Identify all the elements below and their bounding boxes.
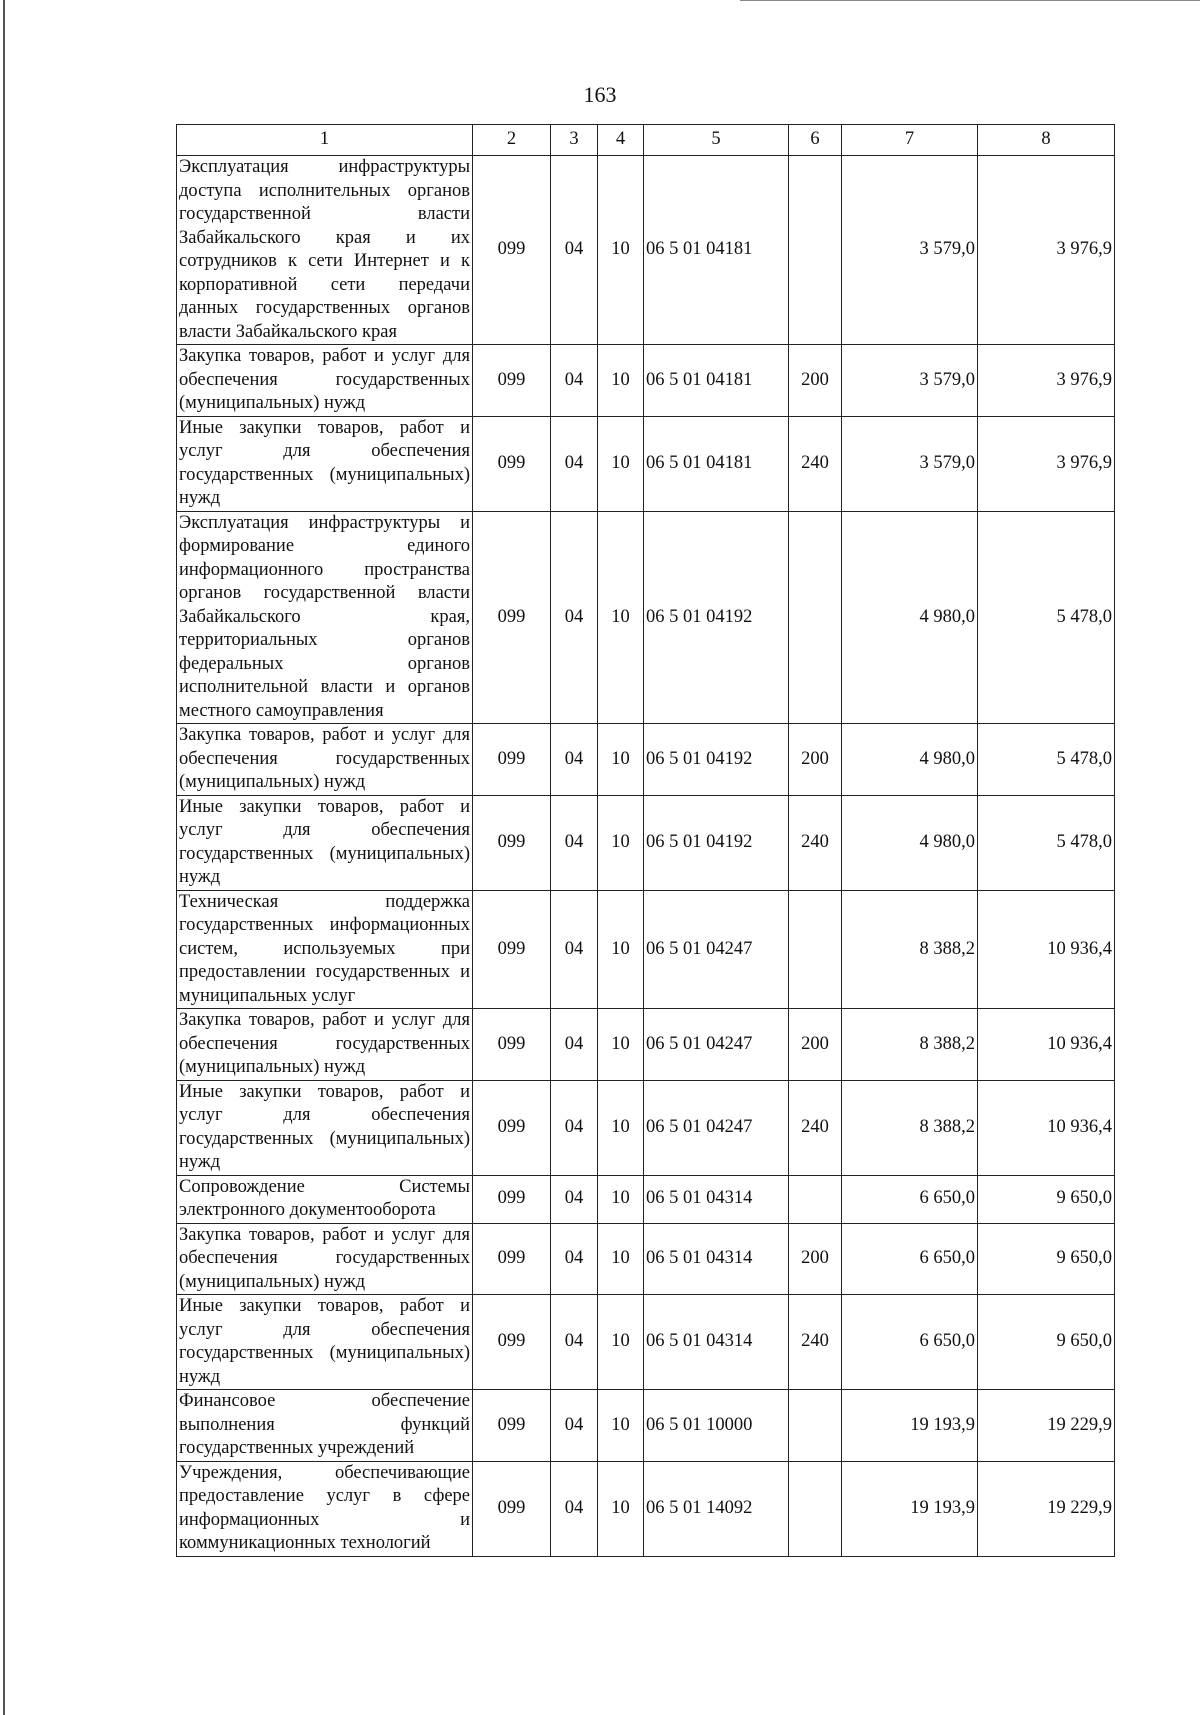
col-7-amount: 3 579,0 — [842, 156, 978, 345]
col-7-amount: 4 980,0 — [842, 795, 978, 890]
col-4-value: 10 — [598, 1080, 644, 1175]
col-3-value: 04 — [551, 345, 598, 417]
col-7-amount: 6 650,0 — [842, 1175, 978, 1223]
col-4-value: 10 — [598, 1223, 644, 1295]
col-4-value: 10 — [598, 511, 644, 724]
col-5-code: 06 5 01 04247 — [644, 1009, 789, 1081]
row-name: Иные закупки товаров, работ и услуг для обеспечения государственных (муниципальных) нужд — [177, 795, 473, 890]
header-col-2: 2 — [473, 125, 551, 156]
col-3-value: 04 — [551, 795, 598, 890]
header-col-1: 1 — [177, 125, 473, 156]
col-8-amount: 10 936,4 — [978, 1009, 1115, 1081]
col-8-amount: 5 478,0 — [978, 795, 1115, 890]
table-row — [177, 1295, 1115, 1390]
col-2-value: 099 — [473, 890, 551, 1009]
header-col-5: 5 — [644, 125, 789, 156]
header-col-6: 6 — [789, 125, 842, 156]
row-name: Закупка товаров, работ и услуг для обеспечения государственных (муниципальных) нужд — [177, 345, 473, 417]
col-6-value: 240 — [789, 795, 842, 890]
col-2-value: 099 — [473, 156, 551, 345]
col-4-value: 10 — [598, 416, 644, 511]
col-8-amount: 3 976,9 — [978, 416, 1115, 511]
col-5-code: 06 5 01 04181 — [644, 156, 789, 345]
col-2-value: 099 — [473, 511, 551, 724]
header-row — [177, 125, 1115, 156]
col-6-value — [789, 511, 842, 724]
row-name: Иные закупки товаров, работ и услуг для обеспечения государственных (муниципальных) нужд — [177, 1295, 473, 1390]
table-row — [177, 890, 1115, 1009]
col-7-amount: 6 650,0 — [842, 1223, 978, 1295]
col-3-value: 04 — [551, 1223, 598, 1295]
row-name: Учреждения, обеспечивающие предоставление услуг в сфере информационных и коммуникационных технологий — [177, 1461, 473, 1556]
col-4-value: 10 — [598, 156, 644, 345]
col-2-value: 099 — [473, 1009, 551, 1081]
table-row — [177, 1175, 1115, 1223]
col-2-value: 099 — [473, 1295, 551, 1390]
col-5-code: 06 5 01 04314 — [644, 1223, 789, 1295]
col-3-value: 04 — [551, 1080, 598, 1175]
col-4-value: 10 — [598, 890, 644, 1009]
row-name: Эксплуатация инфраструктуры доступа исполнительных органов государственной власти Забайкальского края и их сотрудников к сети Интернет и к корпоративной сети передачи данных государственных органов власти Забайкальского края — [177, 156, 473, 345]
col-4-value: 10 — [598, 724, 644, 796]
col-7-amount: 19 193,9 — [842, 1461, 978, 1556]
col-3-value: 04 — [551, 511, 598, 724]
col-8-amount: 10 936,4 — [978, 1080, 1115, 1175]
col-8-amount: 5 478,0 — [978, 511, 1115, 724]
col-6-value: 240 — [789, 1295, 842, 1390]
table-row — [177, 795, 1115, 890]
col-6-value — [789, 156, 842, 345]
col-7-amount: 8 388,2 — [842, 890, 978, 1009]
col-7-amount: 8 388,2 — [842, 1009, 978, 1081]
table-row — [177, 1009, 1115, 1081]
col-7-amount: 3 579,0 — [842, 345, 978, 417]
table-row — [177, 724, 1115, 796]
col-3-value: 04 — [551, 416, 598, 511]
col-5-code: 06 5 01 04247 — [644, 890, 789, 1009]
col-8-amount: 19 229,9 — [978, 1390, 1115, 1462]
row-name: Иные закупки товаров, работ и услуг для обеспечения государственных (муниципальных) нужд — [177, 416, 473, 511]
table-body — [177, 156, 1115, 1557]
col-5-code: 06 5 01 14092 — [644, 1461, 789, 1556]
col-8-amount: 3 976,9 — [978, 345, 1115, 417]
col-5-code: 06 5 01 04247 — [644, 1080, 789, 1175]
col-7-amount: 3 579,0 — [842, 416, 978, 511]
col-4-value: 10 — [598, 1009, 644, 1081]
col-8-amount: 10 936,4 — [978, 890, 1115, 1009]
col-6-value: 240 — [789, 1080, 842, 1175]
col-3-value: 04 — [551, 156, 598, 345]
col-2-value: 099 — [473, 345, 551, 417]
header-col-8: 8 — [978, 125, 1115, 156]
col-6-value: 200 — [789, 724, 842, 796]
header-col-4: 4 — [598, 125, 644, 156]
col-8-amount: 9 650,0 — [978, 1175, 1115, 1223]
col-5-code: 06 5 01 04181 — [644, 345, 789, 417]
col-4-value: 10 — [598, 795, 644, 890]
col-5-code: 06 5 01 04181 — [644, 416, 789, 511]
col-3-value: 04 — [551, 1295, 598, 1390]
table-row — [177, 416, 1115, 511]
header-col-7: 7 — [842, 125, 978, 156]
col-4-value: 10 — [598, 1295, 644, 1390]
col-3-value: 04 — [551, 1390, 598, 1462]
row-name: Финансовое обеспечение выполнения функций государственных учреждений — [177, 1390, 473, 1462]
row-name: Техническая поддержка государственных информационных систем, используемых при предоставлении государственных и муниципальных услуг — [177, 890, 473, 1009]
col-3-value: 04 — [551, 1461, 598, 1556]
col-6-value: 240 — [789, 416, 842, 511]
col-4-value: 10 — [598, 1175, 644, 1223]
col-6-value — [789, 1461, 842, 1556]
scan-top-edge — [740, 0, 1200, 1]
row-name: Закупка товаров, работ и услуг для обеспечения государственных (муниципальных) нужд — [177, 1009, 473, 1081]
col-7-amount: 19 193,9 — [842, 1390, 978, 1462]
col-6-value: 200 — [789, 1223, 842, 1295]
col-2-value: 099 — [473, 1080, 551, 1175]
col-6-value — [789, 1175, 842, 1223]
col-5-code: 06 5 01 04192 — [644, 795, 789, 890]
col-7-amount: 4 980,0 — [842, 511, 978, 724]
row-name: Закупка товаров, работ и услуг для обеспечения государственных (муниципальных) нужд — [177, 1223, 473, 1295]
col-8-amount: 9 650,0 — [978, 1295, 1115, 1390]
page-number: 163 — [583, 82, 617, 107]
col-2-value: 099 — [473, 1461, 551, 1556]
table-header — [177, 125, 1115, 156]
table-row — [177, 156, 1115, 345]
row-name: Эксплуатация инфраструктуры и формирование единого информационного пространства органов государственной власти Забайкальского края, территориальных органов федеральных органов исполнительной власти и органов местного самоуправления — [177, 511, 473, 724]
col-2-value: 099 — [473, 1223, 551, 1295]
scan-left-edge — [3, 0, 5, 1715]
col-2-value: 099 — [473, 724, 551, 796]
table-row — [177, 1461, 1115, 1556]
col-4-value: 10 — [598, 1461, 644, 1556]
col-4-value: 10 — [598, 345, 644, 417]
table-row — [177, 1223, 1115, 1295]
col-7-amount: 6 650,0 — [842, 1295, 978, 1390]
table-row — [177, 345, 1115, 417]
col-3-value: 04 — [551, 724, 598, 796]
header-col-3: 3 — [551, 125, 598, 156]
col-5-code: 06 5 01 04192 — [644, 511, 789, 724]
col-8-amount: 5 478,0 — [978, 724, 1115, 796]
col-2-value: 099 — [473, 1390, 551, 1462]
col-8-amount: 9 650,0 — [978, 1223, 1115, 1295]
table-row — [177, 511, 1115, 724]
col-5-code: 06 5 01 04192 — [644, 724, 789, 796]
table-row — [177, 1080, 1115, 1175]
col-3-value: 04 — [551, 1175, 598, 1223]
col-7-amount: 4 980,0 — [842, 724, 978, 796]
col-6-value — [789, 890, 842, 1009]
col-8-amount: 3 976,9 — [978, 156, 1115, 345]
col-5-code: 06 5 01 04314 — [644, 1175, 789, 1223]
col-5-code: 06 5 01 04314 — [644, 1295, 789, 1390]
col-3-value: 04 — [551, 890, 598, 1009]
col-2-value: 099 — [473, 1175, 551, 1223]
col-5-code: 06 5 01 10000 — [644, 1390, 789, 1462]
col-7-amount: 8 388,2 — [842, 1080, 978, 1175]
col-4-value: 10 — [598, 1390, 644, 1462]
col-8-amount: 19 229,9 — [978, 1461, 1115, 1556]
row-name: Закупка товаров, работ и услуг для обеспечения государственных (муниципальных) нужд — [177, 724, 473, 796]
row-name: Сопровождение Системы электронного документооборота — [177, 1175, 473, 1223]
col-3-value: 04 — [551, 1009, 598, 1081]
col-2-value: 099 — [473, 416, 551, 511]
table-row — [177, 1390, 1115, 1462]
col-6-value — [789, 1390, 842, 1462]
budget-table — [176, 124, 1115, 1557]
col-2-value: 099 — [473, 795, 551, 890]
col-6-value: 200 — [789, 345, 842, 417]
row-name: Иные закупки товаров, работ и услуг для обеспечения государственных (муниципальных) нужд — [177, 1080, 473, 1175]
col-6-value: 200 — [789, 1009, 842, 1081]
